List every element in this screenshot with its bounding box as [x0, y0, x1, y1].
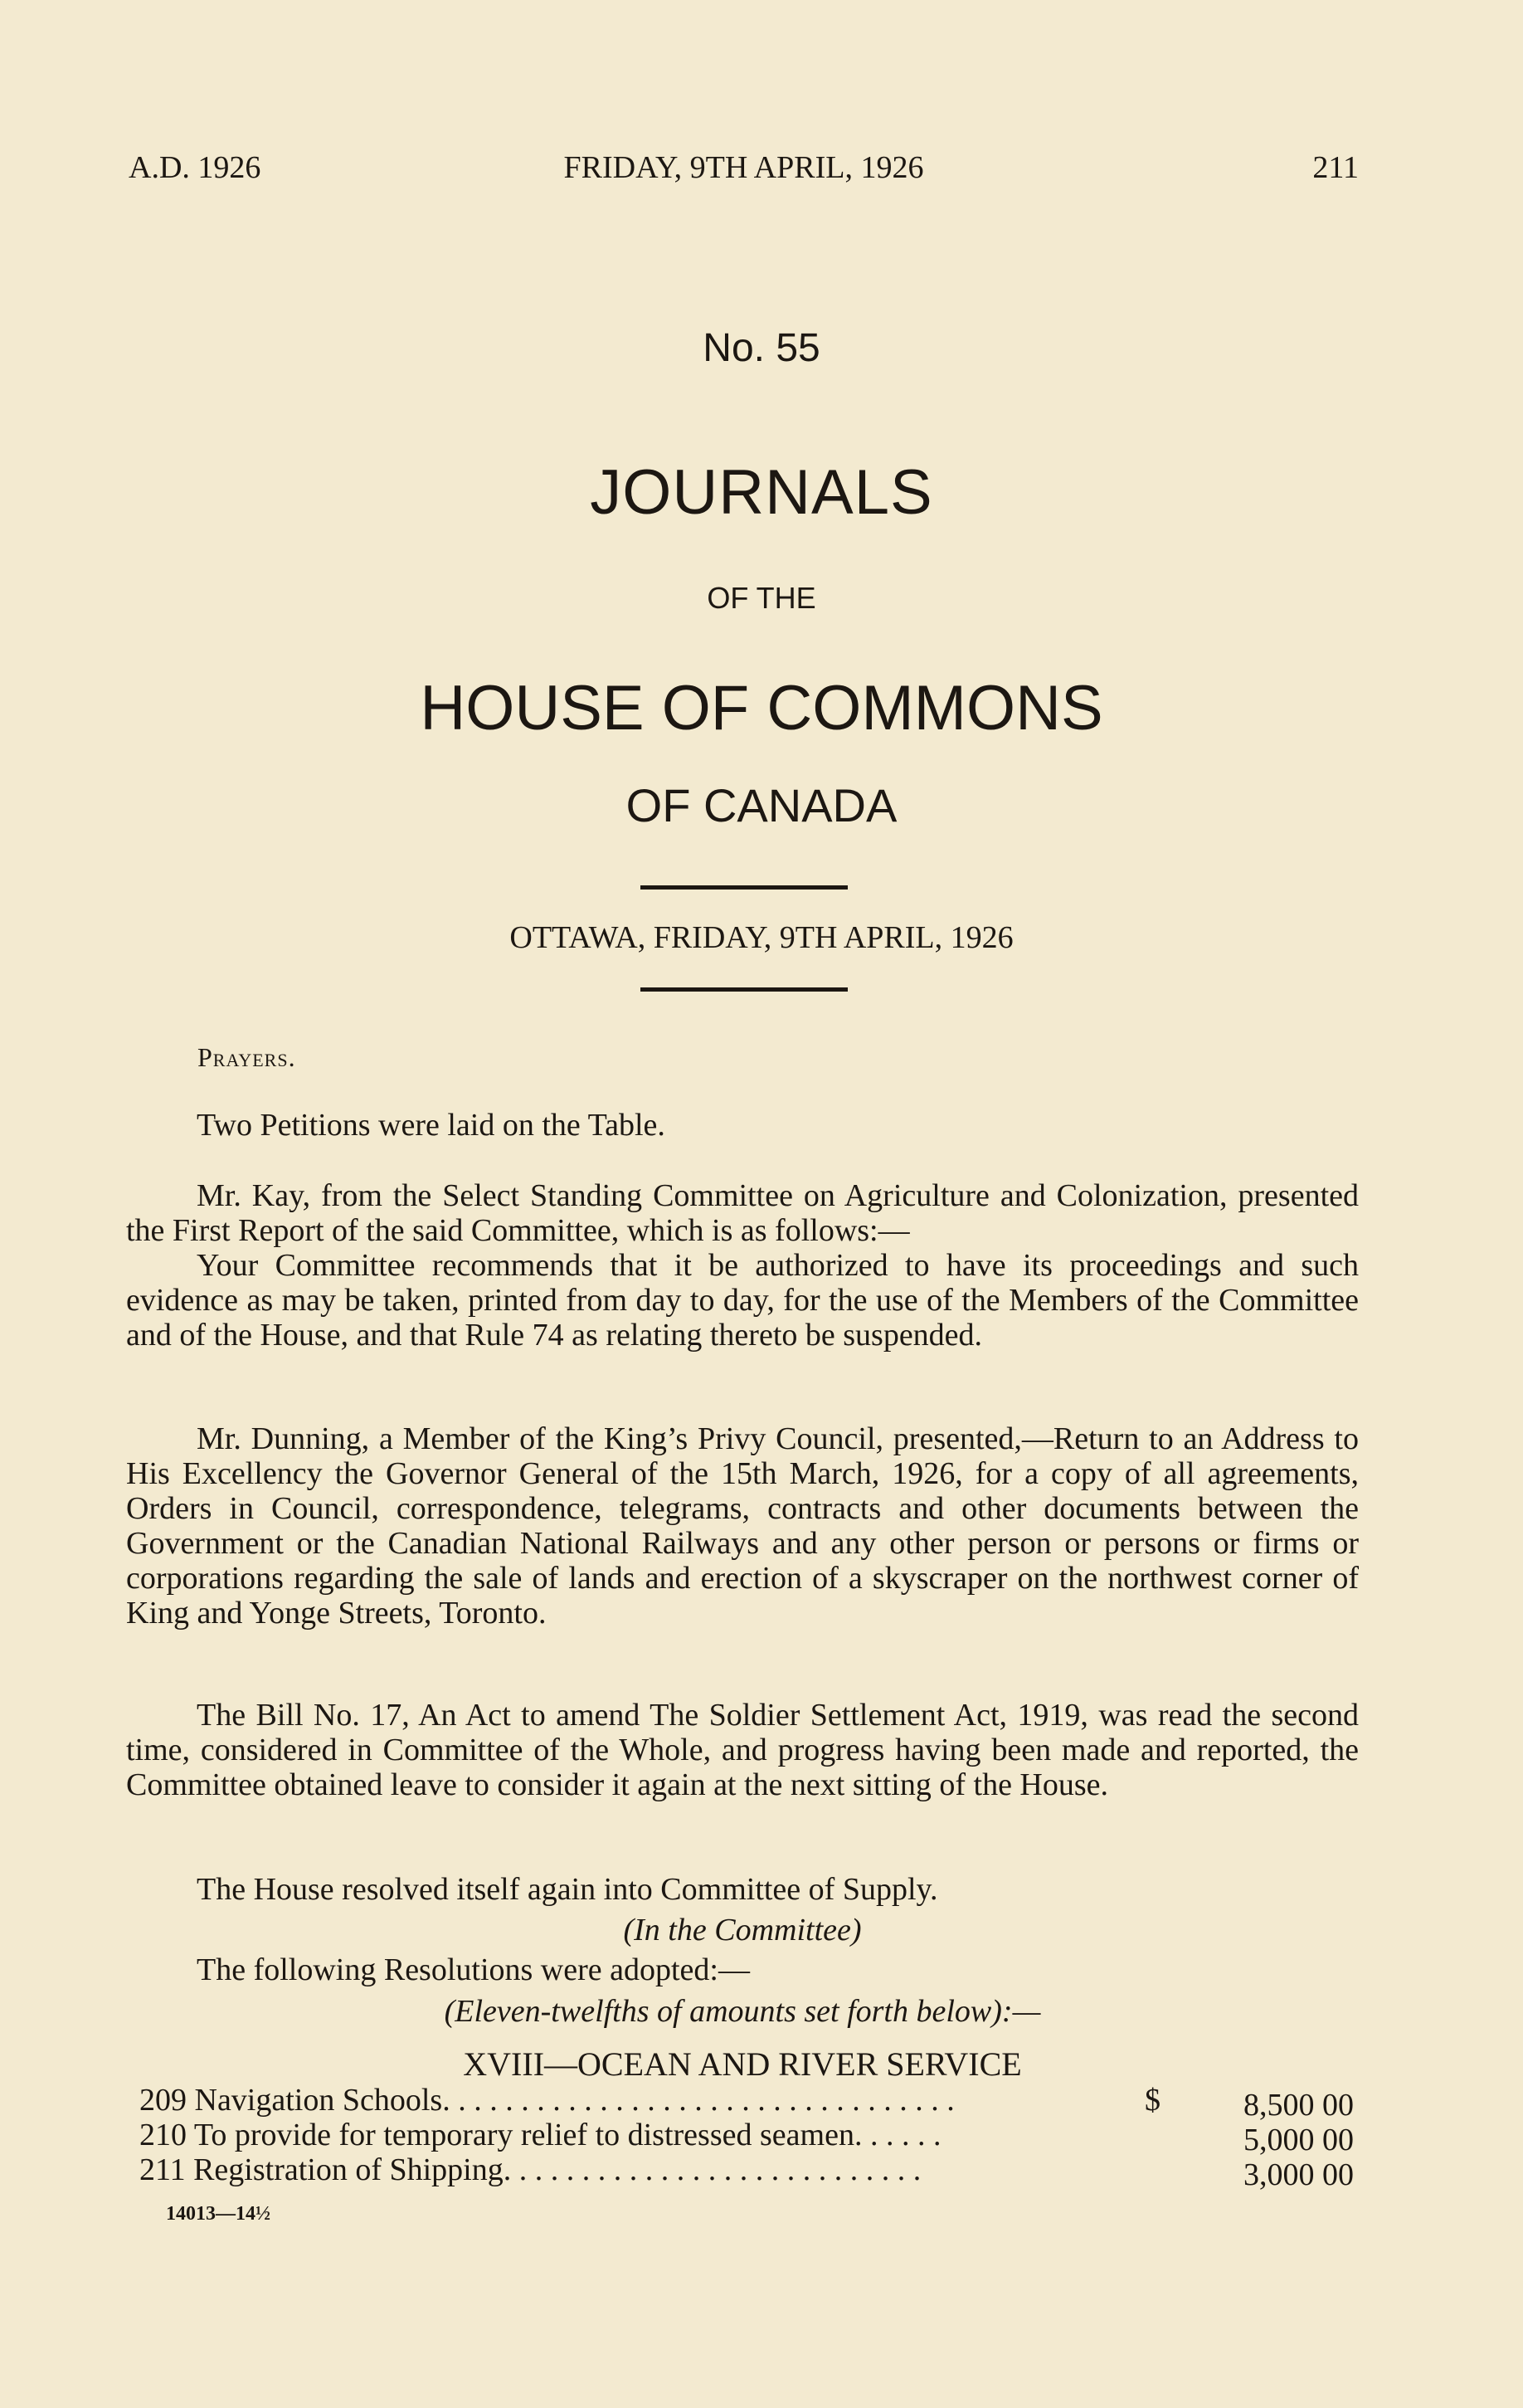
kay-report-paragraph: Mr. Kay, from the Select Standing Committee on Agriculture and Colonization, presented the First Report of the said Committee, which is as follows:— [126, 1178, 1359, 1248]
committee-of-supply-paragraph: The House resolved itself again into Committee of Supply. [197, 1872, 938, 1907]
vote-amount: 5,000 00 [1243, 2123, 1354, 2157]
of-canada-title: OF CANADA [625, 779, 898, 831]
in-committee-note: (In the Committee) [623, 1913, 862, 1947]
committee-recommendation-paragraph: Your Committee recommends that it be authorized to have its proceedings and such evidence as may be taken, printed from day to day, for the use of the Members of the Committee and of the House, and that Rule 74 as relating thereto be suspended. [126, 1248, 1359, 1353]
of-the-label: OF THE [707, 581, 816, 615]
vote-item: 211 Registration of Shipping. . . . . . . . . . . . . . . . . . . . . . . . . . . [139, 2152, 922, 2187]
divider-rule-bottom [640, 987, 848, 992]
page-number: 211 [1312, 150, 1359, 185]
prayers-heading: Prayers. [197, 1042, 296, 1072]
ocean-river-service-heading: XVIII—OCEAN AND RIVER SERVICE [463, 2045, 1022, 2083]
dollar-sign: $ [1145, 2083, 1160, 2118]
vote-item: 209 Navigation Schools. . . . . . . . . . . . . . . . . . . . . . . . . . . . . . . . . [139, 2083, 955, 2118]
divider-rule-top [640, 885, 848, 890]
resolutions-adopted-line: The following Resolutions were adopted:— [197, 1952, 750, 1987]
vote-row [139, 2152, 1362, 2192]
sitting-date-line: OTTAWA, FRIDAY, 9TH APRIL, 1926 [509, 920, 1014, 955]
journal-number: No. 55 [703, 326, 820, 370]
supply-votes-table [139, 2083, 1362, 2192]
vote-amount: 3,000 00 [1243, 2157, 1354, 2192]
running-head-year: A.D. 1926 [129, 150, 261, 185]
running-head [129, 149, 1359, 191]
journals-title: JOURNALS [590, 457, 933, 528]
vote-amount: 8,500 00 [1243, 2088, 1354, 2123]
printer-signature: 14013—14½ [166, 2203, 270, 2225]
dunning-return-paragraph: Mr. Dunning, a Member of the King’s Privy Council, presented,—Return to an Address to His Excellency the Governor General of the 15th March, 1926, for a copy of all agreements, Orders in Council, correspondence, telegrams, contracts and other documents between the Government or the Canadian National Railways and any other person or persons or firms or corporations regarding the sale of lands and erection of a skyscraper on the northwest corner of King and Yonge Streets, Toronto. [126, 1421, 1359, 1631]
petitions-paragraph: Two Petitions were laid on the Table. [197, 1108, 665, 1143]
eleven-twelfths-note: (Eleven-twelfths of amounts set forth below):— [444, 1994, 1041, 2029]
vote-item: 210 To provide for temporary relief to distressed seamen. . . . . . [139, 2118, 942, 2152]
vote-row [139, 2118, 1362, 2157]
vote-row [139, 2083, 1362, 2123]
house-title: HOUSE OF COMMONS [420, 673, 1103, 743]
bill-17-paragraph: The Bill No. 17, An Act to amend The Soldier Settlement Act, 1919, was read the second time, considered in Committee of the Whole, and progress having been made and reported, the Committee obtained leave to consider it again at the next sitting of the House. [126, 1698, 1359, 1802]
running-head-date: FRIDAY, 9TH APRIL, 1926 [563, 150, 924, 185]
